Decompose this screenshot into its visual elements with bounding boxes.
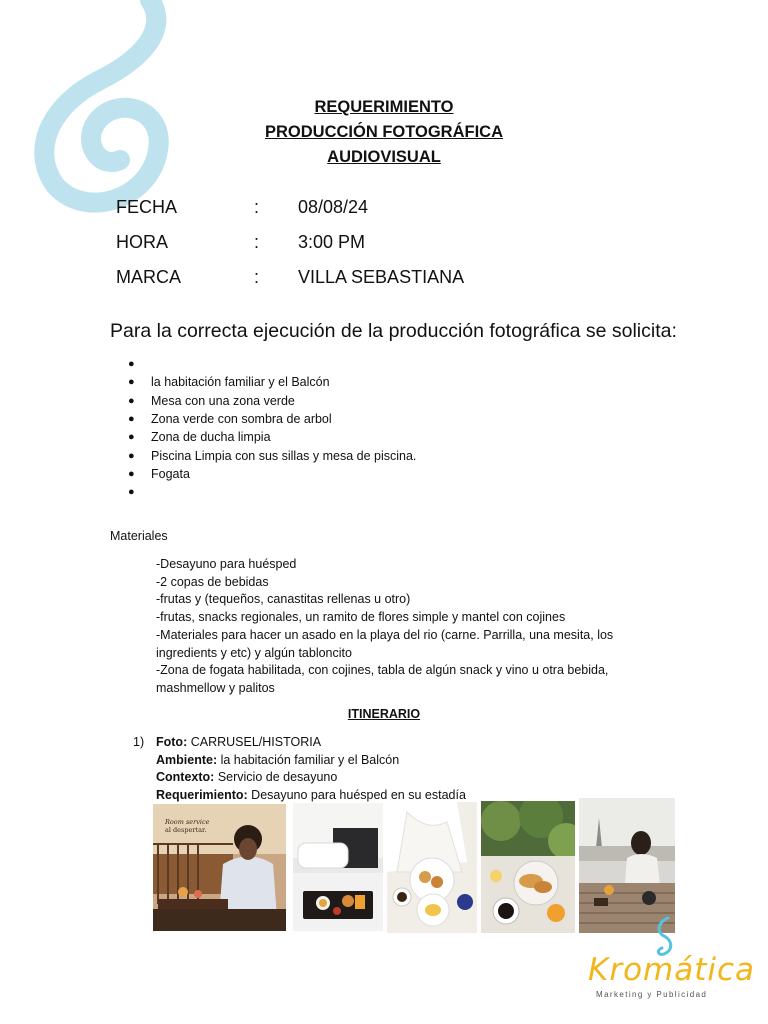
info-separator: : xyxy=(254,267,260,287)
title-line-3: AUDIOVISUAL xyxy=(327,148,441,166)
step-ambiente-label: Ambiente: xyxy=(156,752,218,767)
materials-item: -frutas, snacks regionales, un ramito de flores simple y mantel con cojines xyxy=(156,610,566,625)
step-contexto-value: Servicio de desayuno xyxy=(217,770,338,784)
document-title xyxy=(0,95,768,170)
list-item xyxy=(128,428,416,446)
list-item-text: Zona verde con sombra de arbol xyxy=(151,412,332,427)
brand-name: Kromática xyxy=(588,952,756,988)
materials-item: -Materiales para hacer un asado en la playa del rio (carne. Parrilla, una mesita, los ingredients y etc) y algún tabloncito xyxy=(156,627,614,660)
list-item xyxy=(128,465,416,483)
step-requerimiento-label: Requerimiento: xyxy=(156,787,248,802)
bullet-icon: ● xyxy=(128,467,135,480)
materials-item: -Zona de fogata habilitada, con cojines, tabla de algún snack y vino u otra bebida, mashmellow y palitos xyxy=(156,663,609,695)
info-label: FECHA xyxy=(116,197,178,217)
brand-tagline: Marketing y Publicidad xyxy=(596,990,708,999)
bullet-icon: ● xyxy=(128,376,135,389)
reference-photo-terrace xyxy=(579,798,675,933)
requirements-list xyxy=(128,355,416,501)
bullet-icon: ● xyxy=(128,486,135,499)
step-foto-value: CARRUSEL/HISTORIA xyxy=(190,735,322,749)
photo-caption-line: Room service xyxy=(165,818,210,826)
step-foto xyxy=(156,734,466,752)
list-item xyxy=(128,373,416,391)
materials-item: -frutas y (tequeños, canastitas rellenas u otro) xyxy=(156,592,411,607)
reference-photo-balcony xyxy=(153,804,286,931)
info-row-marca xyxy=(116,260,464,295)
materials-item: -2 copas de bebidas xyxy=(156,574,269,589)
info-separator: : xyxy=(254,232,260,252)
info-row-fecha xyxy=(116,190,464,225)
step-number: 1) xyxy=(133,735,145,749)
itinerary-title: ITINERARIO xyxy=(347,707,421,721)
step-foto-label: Foto: xyxy=(156,735,188,749)
info-label: HORA xyxy=(116,232,169,252)
list-item xyxy=(128,483,416,501)
title-line-2: PRODUCCIÓN FOTOGRÁFICA xyxy=(264,123,504,141)
step-contexto-label: Contexto: xyxy=(156,770,215,784)
list-item xyxy=(128,392,416,410)
photo-caption-line: al despertar. xyxy=(165,826,207,834)
lead-paragraph: Para la correcta ejecución de la producción fotográfica se solicita: xyxy=(110,320,677,342)
step-requerimiento-value: Desayuno para huésped en su estadía xyxy=(251,787,466,802)
step-contexto xyxy=(156,769,466,787)
list-item xyxy=(128,410,416,428)
list-item-text: la habitación familiar y el Balcón xyxy=(151,375,330,390)
info-row-hora xyxy=(116,225,464,260)
list-item xyxy=(128,355,416,373)
list-item-text: Piscina Limpia con sus sillas y mesa de piscina. xyxy=(151,448,417,463)
bullet-icon: ● xyxy=(128,449,135,462)
step-ambiente xyxy=(156,752,466,770)
info-separator: : xyxy=(254,197,260,217)
title-line-1: REQUERIMIENTO xyxy=(314,98,454,116)
bullet-icon: ● xyxy=(128,394,135,407)
list-item-text: Fogata xyxy=(151,466,190,481)
itinerary-step xyxy=(133,734,466,804)
list-item-text: Mesa con una zona verde xyxy=(151,393,295,408)
bullet-icon: ● xyxy=(128,358,135,371)
bullet-icon: ● xyxy=(128,413,135,426)
info-label: MARCA xyxy=(116,267,182,287)
info-value: 3:00 PM xyxy=(298,232,366,252)
list-item-text: Zona de ducha limpia xyxy=(151,430,271,445)
brand-logo xyxy=(584,916,756,1006)
list-item xyxy=(128,446,416,464)
step-ambiente-value: la habitación familiar y el Balcón xyxy=(220,752,400,767)
reference-photo-bed-tray xyxy=(293,803,383,931)
info-value: VILLA SEBASTIANA xyxy=(298,267,465,287)
reference-photo-breakfast-plates xyxy=(387,802,477,933)
reference-photo-outdoor-table xyxy=(481,801,575,933)
materials-item: -Desayuno para huésped xyxy=(156,557,297,571)
info-block xyxy=(116,190,464,295)
materials-list xyxy=(156,556,656,698)
info-value: 08/08/24 xyxy=(298,197,369,217)
bullet-icon: ● xyxy=(128,431,135,444)
materials-label: Materiales xyxy=(110,529,168,543)
